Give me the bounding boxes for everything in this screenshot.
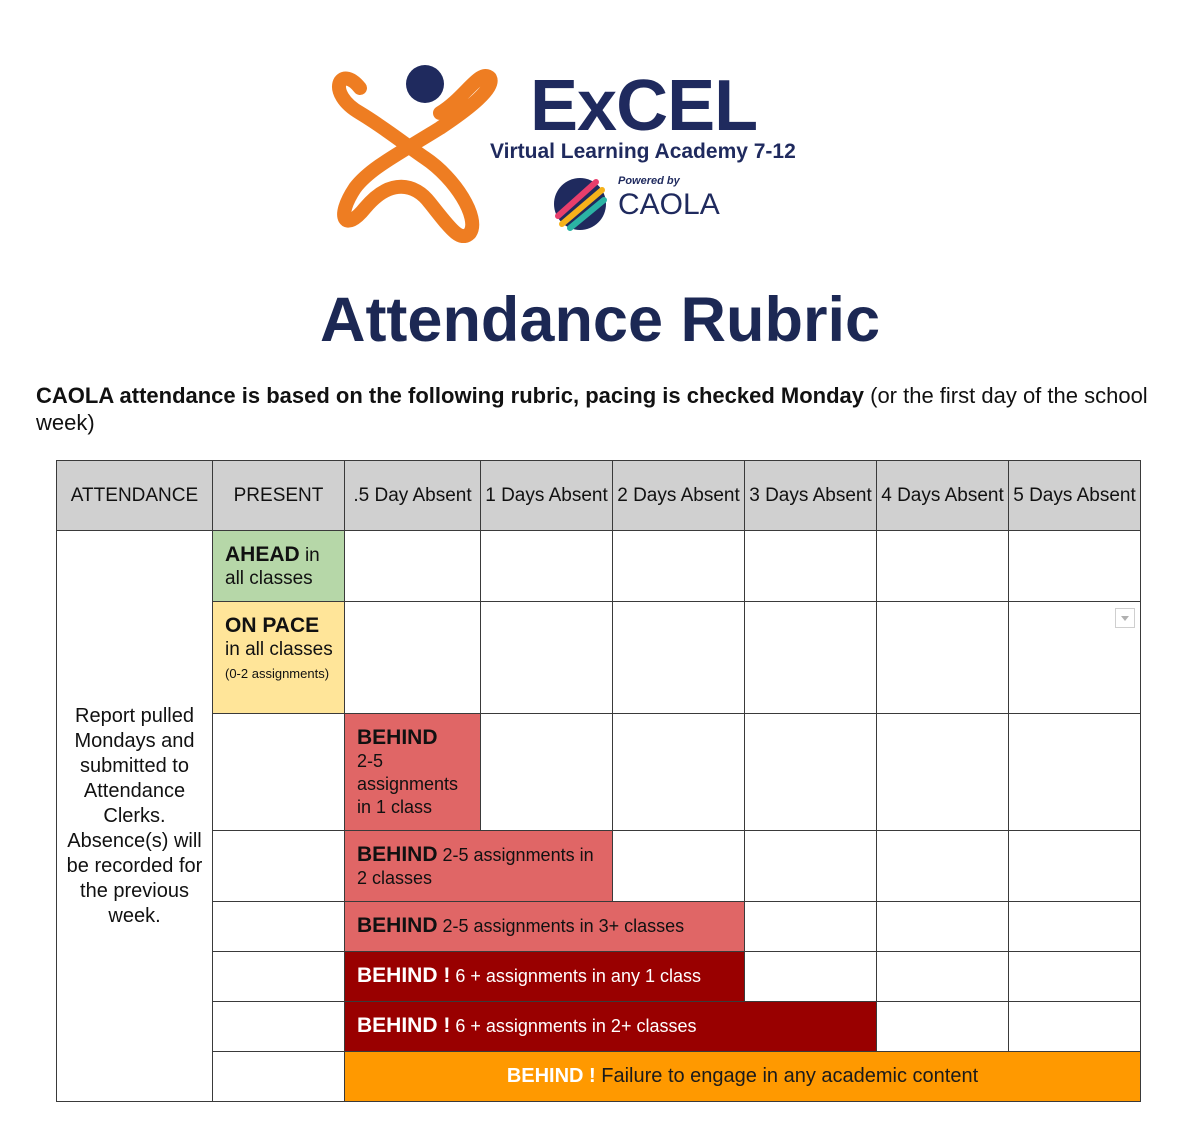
cell-behind-3-classes <box>345 902 745 952</box>
empty-cell[interactable] <box>1009 831 1141 902</box>
empty-cell[interactable] <box>213 952 345 1002</box>
header-row <box>57 461 1141 531</box>
empty-cell[interactable] <box>213 1002 345 1052</box>
ahead-rest: in all classes <box>225 545 320 589</box>
empty-cell[interactable] <box>213 902 345 952</box>
behind-3-lead: BEHIND <box>357 914 438 937</box>
empty-cell[interactable] <box>481 602 613 714</box>
row-on-pace <box>57 602 1141 714</box>
cell-behind-2-classes <box>345 831 613 902</box>
on-pace-lead: ON PACE <box>225 614 320 637</box>
behind-3-rest: 2-5 assignments in 3+ classes <box>437 916 685 936</box>
empty-cell[interactable] <box>745 952 877 1002</box>
header-5-days: 5 Days Absent <box>1009 461 1141 531</box>
header-present: PRESENT <box>213 461 345 531</box>
empty-cell[interactable] <box>877 902 1009 952</box>
row-ahead <box>57 531 1141 602</box>
behind-1-rest: 2-5 assignments in 1 class <box>357 751 459 817</box>
empty-cell[interactable] <box>613 714 745 831</box>
cell-behind-6-two-classes <box>345 1002 877 1052</box>
intro-text <box>36 382 1156 436</box>
empty-cell[interactable] <box>1009 714 1141 831</box>
caola-wordmark: CAOLA <box>618 188 720 221</box>
empty-cell[interactable] <box>213 831 345 902</box>
attendance-note: Report pulled Mondays and submitted to Attendance Clerks. Absence(s) will be recorded for the previous week. <box>57 531 213 1102</box>
page-title: Attendance Rubric <box>319 285 881 355</box>
behind-2-lead: BEHIND <box>357 843 438 866</box>
empty-cell[interactable] <box>877 952 1009 1002</box>
intro-bold: CAOLA attendance is based on the following rubric, pacing is checked Monday <box>36 383 864 408</box>
row-behind-6-one-class <box>57 952 1141 1002</box>
row-behind-3-classes <box>57 902 1141 952</box>
behind-1-lead: BEHIND <box>357 726 438 749</box>
brand-subtitle: Virtual Learning Academy 7-12 <box>490 140 796 163</box>
row-behind-2-classes <box>57 831 1141 902</box>
empty-cell[interactable] <box>1009 1002 1141 1052</box>
failure-lead: BEHIND ! <box>506 1065 596 1087</box>
on-pace-small: (0-2 assignments) <box>225 666 330 681</box>
behind-6-2-lead: BEHIND ! <box>357 1014 451 1037</box>
empty-cell[interactable] <box>877 602 1009 714</box>
header-4-days: 4 Days Absent <box>877 461 1009 531</box>
behind-6-1-lead: BEHIND ! <box>357 964 451 987</box>
excel-figure-icon <box>330 58 510 243</box>
excel-logo <box>330 58 870 243</box>
cell-behind-1-class <box>345 714 481 831</box>
empty-cell[interactable] <box>877 531 1009 602</box>
cell-dropdown-icon[interactable] <box>1115 608 1135 628</box>
empty-cell[interactable] <box>745 531 877 602</box>
empty-cell[interactable] <box>877 1002 1009 1052</box>
row-behind-1-class <box>57 714 1141 831</box>
behind-6-2-rest: 6 + assignments in 2+ classes <box>450 1016 697 1036</box>
cell-behind-6-one-class <box>345 952 745 1002</box>
behind-6-1-rest: 6 + assignments in any 1 class <box>450 966 701 986</box>
empty-cell[interactable] <box>213 714 345 831</box>
empty-cell[interactable] <box>745 602 877 714</box>
empty-cell[interactable] <box>745 902 877 952</box>
cell-on-pace <box>213 602 345 714</box>
caola-logo-icon <box>552 176 608 232</box>
empty-cell[interactable] <box>745 831 877 902</box>
empty-cell[interactable] <box>877 714 1009 831</box>
header-3-days: 3 Days Absent <box>745 461 877 531</box>
empty-cell[interactable] <box>481 531 613 602</box>
row-failure-to-engage <box>57 1052 1141 1102</box>
brand-name: ExCEL <box>530 66 758 146</box>
header-half-day: .5 Day Absent <box>345 461 481 531</box>
failure-rest: Failure to engage in any academic content <box>595 1065 979 1087</box>
header-attendance: ATTENDANCE <box>57 461 213 531</box>
header-1-day: 1 Days Absent <box>481 461 613 531</box>
on-pace-rest: in all classes <box>225 639 333 660</box>
powered-by-label: Powered by <box>618 175 680 187</box>
empty-cell[interactable] <box>613 831 745 902</box>
intro-normal: (or the first day of the school week) <box>36 383 1148 435</box>
empty-cell[interactable] <box>345 531 481 602</box>
cell-failure-to-engage <box>345 1052 1141 1102</box>
empty-cell[interactable] <box>613 531 745 602</box>
empty-cell[interactable] <box>481 714 613 831</box>
empty-cell[interactable] <box>345 602 481 714</box>
attendance-rubric-table <box>56 460 1141 1102</box>
header-2-days: 2 Days Absent <box>613 461 745 531</box>
row-behind-6-two-classes <box>57 1002 1141 1052</box>
cell-ahead <box>213 531 345 602</box>
behind-2-rest: 2-5 assignments in 2 classes <box>357 845 594 888</box>
empty-cell[interactable] <box>213 1052 345 1102</box>
empty-cell[interactable] <box>1009 952 1141 1002</box>
empty-cell[interactable] <box>613 602 745 714</box>
empty-cell[interactable] <box>877 831 1009 902</box>
empty-cell[interactable] <box>1009 531 1141 602</box>
empty-cell[interactable] <box>745 714 877 831</box>
ahead-lead: AHEAD <box>225 543 300 566</box>
empty-cell[interactable] <box>1009 902 1141 952</box>
